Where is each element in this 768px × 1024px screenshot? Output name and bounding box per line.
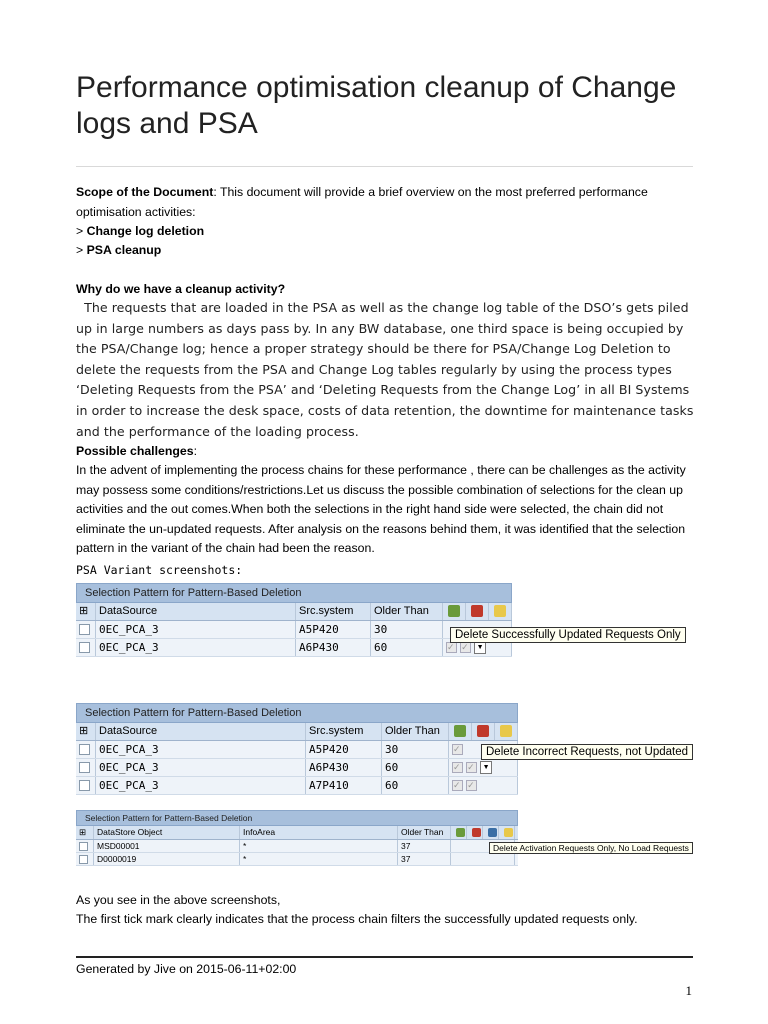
sap-table-title: Selection Pattern for Pattern-Based Deletion [76, 810, 518, 826]
screenshot-psa-variant-2 [76, 703, 518, 796]
table-row[interactable] [76, 639, 512, 657]
col-older-than: Older Than [382, 723, 449, 740]
cell-src: A6P430 [296, 639, 371, 656]
bullet-psa-cleanup [76, 241, 696, 261]
cell-dso: D0000019 [94, 853, 240, 865]
status-green-icon [451, 826, 467, 839]
challenges-colon: : [193, 444, 197, 458]
footer-divider [76, 956, 693, 958]
footer-generated: Generated by Jive on 2015-06-11+02:00 [76, 962, 297, 976]
table-row[interactable] [76, 741, 518, 759]
col-src-system: Src.system [296, 603, 371, 620]
cell-src: A7P410 [306, 777, 382, 794]
cell-options: ✓ ✓ ▼ [443, 639, 512, 656]
document-title: Performance optimisation cleanup of Change logs and PSA [76, 71, 677, 140]
col-datasource: DataSource [96, 603, 296, 620]
status-red-icon [466, 603, 489, 620]
table-row[interactable] [76, 853, 518, 866]
table-row[interactable] [76, 777, 518, 795]
tooltip-incorrect: Delete Incorrect Requests, not Updated [481, 744, 693, 760]
row-checkbox[interactable] [76, 853, 94, 865]
screenshot-dso-variant [76, 810, 518, 870]
table-row[interactable] [76, 759, 518, 777]
activation-icon [483, 826, 499, 839]
table-header [76, 826, 518, 840]
after-text-1: As you see in the above screenshots, [76, 893, 281, 907]
status-red-icon [472, 723, 495, 740]
select-all-icon: ⊞ [76, 603, 96, 620]
bullet-prefix: > [76, 243, 87, 257]
screenshot-psa-variant-1 [76, 583, 512, 669]
tooltip-activation: Delete Activation Requests Only, No Load Requests [489, 842, 693, 854]
cell-older: 60 [382, 759, 449, 776]
psa-variant-label: PSA Variant screenshots: [76, 563, 243, 577]
challenges-heading [76, 442, 696, 462]
row-checkbox[interactable] [76, 621, 96, 638]
row-checkbox[interactable] [76, 639, 96, 656]
table-settings-icon [489, 603, 512, 620]
cell-options [451, 853, 515, 865]
cell-older: 37 [398, 840, 451, 852]
why-heading [76, 280, 696, 300]
cell-src: A5P420 [296, 621, 371, 638]
status-green-icon [443, 603, 466, 620]
table-row[interactable] [76, 840, 518, 853]
table-row[interactable] [76, 621, 512, 639]
title-divider [76, 166, 693, 167]
cell-datasource: 0EC_PCA_3 [96, 639, 296, 656]
why-heading-text: Why do we have a cleanup activity? [76, 282, 286, 296]
cell-older: 60 [382, 777, 449, 794]
select-all-icon: ⊞ [76, 826, 94, 839]
bullet-prefix: > [76, 224, 87, 238]
col-older-than: Older Than [398, 826, 451, 839]
cell-datasource: 0EC_PCA_3 [96, 759, 306, 776]
cell-src: A6P430 [306, 759, 382, 776]
sap-table-title: Selection Pattern for Pattern-Based Deletion [76, 703, 518, 723]
table-header [76, 603, 512, 621]
why-paragraph: The requests that are loaded in the PSA as well as the change log table of the DSO’s gets piled up in large numbers as days pass by. In any BW database, one third space is being occupied by the PSA/Change log; hence a proper strategy should be there for PSA/Change Log Deletion to delete the requests from the PSA and Change Log tables regularly by using the process types ‘Deleting Requests from the PSA’ and ‘Deleting Requests from the Change Log’ in all BI Systems in order to increase the desk space, costs of data retention, the downtime for maintenance tasks and the performance of the loading process. [76, 300, 698, 439]
cell-options [449, 777, 518, 794]
row-checkbox[interactable] [76, 759, 96, 776]
bullet-label: PSA cleanup [86, 243, 162, 257]
scope-label: Scope of the Document [76, 185, 214, 199]
row-checkbox[interactable] [76, 741, 96, 758]
page-number: 1 [685, 983, 692, 998]
col-older-than: Older Than [371, 603, 443, 620]
col-infoarea: InfoArea [240, 826, 398, 839]
challenges-paragraph: In the advent of implementing the process chains for these performance , there can be challenges as the activity may possess some conditions/restrictions.Let us discuss the possible combination of selections for the clean up activities and the out comes.When both the selections in the right hand side were selected, the chain did not eliminate the un-updated requests. After analysis on the reasons behind them, it was identified that the selection pattern in the variant of the chain had been the reason. [76, 463, 686, 555]
sap-table-title: Selection Pattern for Pattern-Based Deletion [76, 583, 512, 603]
cell-older: 30 [382, 741, 449, 758]
table-settings-icon [495, 723, 518, 740]
challenges-heading-text: Possible challenges [76, 444, 194, 458]
select-all-icon: ⊞ [76, 723, 96, 740]
cell-dso: MSD00001 [94, 840, 240, 852]
table-settings-icon [499, 826, 515, 839]
table-header [76, 723, 518, 741]
tooltip-successful: Delete Successfully Updated Requests Only [450, 627, 686, 643]
cell-options: ✓ ✓ ▼ [449, 759, 518, 776]
cell-older: 30 [371, 621, 443, 638]
cell-datasource: 0EC_PCA_3 [96, 741, 306, 758]
bullet-label: Change log deletion [86, 224, 205, 238]
col-datastore-object: DataStore Object [94, 826, 240, 839]
scope-paragraph [76, 183, 696, 222]
col-src-system: Src.system [306, 723, 382, 740]
bullet-change-log [76, 222, 696, 242]
cell-infoarea: * [240, 840, 398, 852]
row-checkbox[interactable] [76, 840, 94, 852]
scope-text: : This document will provide a brief overview on the most preferred performance optimisation activities: [76, 185, 648, 219]
cell-older: 37 [398, 853, 451, 865]
col-datasource: DataSource [96, 723, 306, 740]
status-green-icon [449, 723, 472, 740]
cell-datasource: 0EC_PCA_3 [96, 621, 296, 638]
row-checkbox[interactable] [76, 777, 96, 794]
cell-datasource: 0EC_PCA_3 [96, 777, 306, 794]
cell-src: A5P420 [306, 741, 382, 758]
cell-older: 60 [371, 639, 443, 656]
status-red-icon [467, 826, 483, 839]
cell-infoarea: * [240, 853, 398, 865]
after-text-2: The first tick mark clearly indicates that the process chain filters the successfully updated requests only. [76, 912, 638, 926]
